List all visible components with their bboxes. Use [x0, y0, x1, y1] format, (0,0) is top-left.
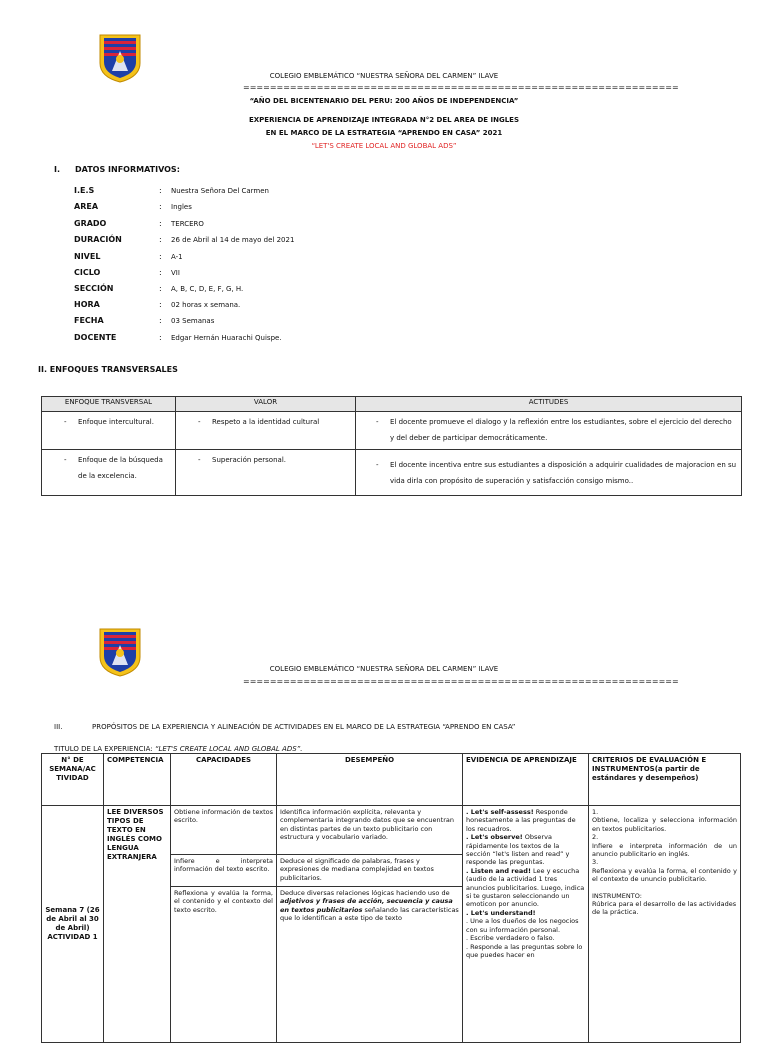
datos-label: AREA — [74, 202, 99, 211]
evidencia-cell — [463, 806, 589, 1043]
dash-bullet: - — [198, 456, 201, 464]
enfoques-header: ACTITUDES — [356, 397, 742, 412]
datos-label: DOCENTE — [74, 333, 117, 342]
evidencia-item — [466, 934, 585, 942]
propositos-table — [41, 753, 741, 1043]
datos-value: Ingles — [171, 203, 192, 211]
section-3-title: PROPÓSITOS DE LA EXPERIENCIA Y ALINEACIÓN DE ACTIVIDADES EN EL MARCO DE LA ESTRATEGIA “APRENDO EN CASA” — [92, 723, 516, 731]
year-motto: “AÑO DEL BICENTENARIO DEL PERU: 200 AÑOS DE INDEPENDENCIA” — [249, 97, 519, 105]
datos-label: GRADO — [74, 219, 107, 228]
experience-line-1: EXPERIENCIA DE APRENDIZAJE INTEGRADA N°2 DEL AREA DE INGLES — [248, 116, 520, 124]
header-criterios — [589, 754, 741, 806]
valor-text: Respeto a la identidad cultural — [212, 418, 320, 426]
datos-colon: : — [159, 219, 162, 228]
valor-text: Superación personal. — [212, 456, 286, 464]
evidencia-text: . Une a los dueños de los negocios con su información personal. — [466, 917, 579, 934]
desempeno-cell: Identifica información explícita, relevanta y complementaria integrando datos que se encuentran en distintas partes de un texto publicitario con estructura y vocabulario variado. — [277, 806, 463, 855]
school-name-second: COLEGIO EMBLEMÁTICO “NUESTRA SEÑORA DEL CARMEN” ILAVE — [269, 665, 499, 673]
header-criterios-sub: (a partir de estándares y desempeños) — [592, 765, 700, 782]
header-semana: N° DE SEMANA/AC TIVIDAD — [42, 754, 104, 806]
separator-line: ================================================================= — [243, 83, 679, 92]
evidencia-text: . Escribe verdadero o falso. — [466, 934, 555, 943]
evidencia-item — [466, 909, 585, 917]
evidencia-text: . Responde a las preguntas sobre lo que puedes hacer en — [466, 942, 583, 959]
experience-title-value: “LET'S CREATE LOCAL AND GLOBAL ADS”. — [154, 745, 303, 753]
table-row — [42, 412, 742, 450]
criterio-number: 1. — [592, 808, 599, 816]
datos-label: HORA — [74, 300, 100, 309]
criterio-text: Infiere e interpreta información de un anuncio publicitario en inglés. — [592, 841, 737, 859]
criterio-item — [592, 858, 737, 883]
valor-cell — [176, 450, 356, 496]
evidencia-heading: . Let's observe! — [466, 833, 523, 842]
criterio-number: 2. — [592, 833, 599, 842]
desempeno-text: Deduce diversas relaciones lógicas haciendo uso de — [280, 889, 450, 897]
datos-label: CICLO — [74, 268, 101, 277]
experience-line-2: EN EL MARCO DE LA ESTRATEGIA “APRENDO EN CASA” 2021 — [265, 129, 503, 137]
evidencia-text: Responde honestamente a las preguntas de los recuadros. — [466, 808, 576, 833]
dash-bullet: - — [376, 460, 379, 469]
header-capacidades: CAPACIDADES — [171, 754, 277, 806]
header-evidencia: EVIDENCIA DE APRENDIZAJE — [463, 754, 589, 806]
datos-value: 03 Semanas — [171, 317, 215, 325]
actitud-text: El docente promueve el dialogo y la reflexión entre los estudiantes, sobre el ejercicio del derecho y del deber de participar democráticamente. — [390, 418, 732, 442]
datos-label: FECHA — [74, 316, 104, 325]
datos-value: 02 horas x semana. — [171, 301, 241, 309]
datos-colon: : — [159, 252, 162, 261]
evidencia-item — [466, 917, 585, 934]
enfoque-cell — [42, 412, 176, 450]
competencia-cell: LEE DIVERSOS TIPOS DE TEXTO EN INGLÉS COMO LENGUA EXTRANJERA — [104, 806, 171, 1043]
header-desempeno: DESEMPEÑO — [277, 754, 463, 806]
evidencia-text: Observa rápidamente los textos de la sección “let's listen and read” y responde las preguntas. — [466, 833, 570, 867]
instrumento-text: Rúbrica para el desarrollo de las actividades de la práctica. — [592, 900, 737, 917]
datos-colon: : — [159, 235, 162, 244]
datos-colon: : — [159, 202, 162, 211]
datos-colon: : — [159, 316, 162, 325]
table-row — [42, 450, 742, 496]
evidencia-item — [466, 943, 585, 960]
datos-label: DURACIÓN — [74, 235, 122, 244]
enfoques-header: VALOR — [176, 397, 356, 412]
school-name: COLEGIO EMBLEMÁTICO “NUESTRA SEÑORA DEL CARMEN” ILAVE — [269, 72, 499, 80]
section-3-number: III. — [54, 723, 63, 731]
criterio-item — [592, 808, 737, 833]
capacidad-cell: Infiere e interpreta información del texto escrito. — [171, 855, 277, 887]
enfoque-text: Enfoque de la búsqueda de la excelencia. — [78, 456, 163, 480]
dash-bullet: - — [64, 418, 67, 426]
section-1-number: I. — [54, 165, 61, 174]
capacidad-cell: Obtiene información de textos escrito. — [171, 806, 277, 855]
desempeno-emphasis: adjetivos y frases de acción, secuencia y causa en textos publicitarios — [280, 897, 453, 914]
separator-line-second: ================================================================= — [243, 677, 679, 686]
datos-label: I.E.S — [74, 186, 95, 195]
actitud-cell — [356, 412, 742, 450]
experience-title: “LET'S CREATE LOCAL AND GLOBAL ADS” — [311, 142, 457, 150]
desempeno-cell: Deduce el significado de palabras, frases y expresiones de mediana complejidad en textos publicitarios. — [277, 855, 463, 887]
criterios-cell — [589, 806, 741, 1043]
desempeno-cell — [277, 887, 463, 1043]
actitud-cell — [356, 450, 742, 496]
enfoques-header: ENFOQUE TRANSVERSAL — [42, 397, 176, 412]
actitud-text: El docente incentiva entre sus estudiantes a disposición a adquirir cualidades de majoracion en su vida dirla con propósito de superación y satisfacción consigo mismo.. — [390, 460, 737, 485]
datos-value: Nuestra Señora Del Carmen — [171, 187, 269, 195]
evidencia-heading: . Let's understand! — [466, 908, 536, 917]
evidencia-text: Lee y escucha (audio de la actividad 1 tres anuncios publicitarios. Luego, indica si te gustaron seleccionando un emoticon por anuncio. — [466, 866, 585, 909]
experience-title-label: TITULO DE LA EXPERIENCIA: — [54, 745, 155, 753]
datos-value: A-1 — [171, 253, 183, 261]
datos-colon: : — [159, 268, 162, 277]
evidencia-item — [466, 867, 585, 909]
evidencia-heading: . Listen and read! — [466, 866, 531, 875]
datos-label: NIVEL — [74, 252, 101, 261]
datos-value: TERCERO — [171, 220, 204, 228]
datos-colon: : — [159, 300, 162, 309]
capacidad-cell: Reflexiona y evalúa la forma, el contenido y el contexto del texto escrito. — [171, 887, 277, 1043]
datos-colon: : — [159, 284, 162, 293]
datos-value: Edgar Hernán Huarachi Quispe. — [171, 334, 282, 342]
evidencia-item — [466, 833, 585, 867]
datos-value: 26 de Abril al 14 de mayo del 2021 — [171, 236, 295, 244]
semana-cell: Semana 7 (26 de Abril al 30 de Abril) ACTIVIDAD 1 — [42, 806, 104, 1043]
instrumento-label: INSTRUMENTO: — [592, 891, 642, 900]
enfoque-text: Enfoque intercultural. — [78, 418, 154, 426]
datos-value: A, B, C, D, E, F, G, H. — [171, 285, 244, 293]
enfoque-cell — [42, 450, 176, 496]
desempeno-text: señalando las características que lo identifican a este tipo de texto — [280, 905, 459, 923]
datos-colon: : — [159, 333, 162, 342]
header-criterios-main: CRITERIOS DE EVALUACIÓN E INSTRUMENTOS — [592, 756, 707, 773]
header-competencia: COMPETENCIA — [104, 754, 171, 806]
spacer — [592, 884, 737, 892]
criterio-text: Reflexiona y evalúa la forma, el contenido y el contexto de ununcio publicitario. — [592, 866, 737, 884]
enfoques-table — [41, 396, 742, 496]
section-1-title: DATOS INFORMATIVOS: — [75, 165, 180, 174]
evidencia-item — [466, 808, 585, 833]
dash-bullet: - — [198, 418, 201, 426]
dash-bullet: - — [376, 418, 379, 426]
dash-bullet: - — [64, 456, 67, 464]
criterio-number: 3. — [592, 858, 599, 867]
datos-label: SECCIÓN — [74, 284, 114, 293]
table-row — [42, 806, 741, 855]
section-2-title: II. ENFOQUES TRANSVERSALES — [38, 365, 178, 374]
datos-value: VII — [171, 269, 180, 277]
datos-colon: : — [159, 186, 162, 195]
criterio-item — [592, 833, 737, 858]
evidencia-heading: . Let's self-assess! — [466, 808, 534, 816]
criterio-text: Obtiene, localiza y selecciona información en textos publicitarios. — [592, 816, 737, 833]
valor-cell — [176, 412, 356, 450]
